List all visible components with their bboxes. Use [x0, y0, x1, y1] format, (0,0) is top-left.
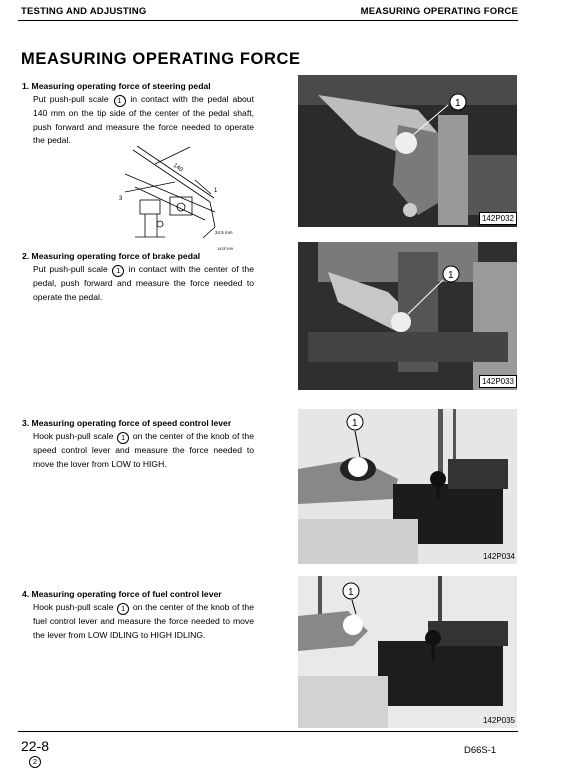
section-heading: 2. Measuring operating force of brake pedal [22, 251, 201, 261]
diagram-dimension-345: 34.5 mm [215, 230, 233, 235]
photo-callout-label: 1 [352, 418, 358, 429]
circled-one-icon: 1 [117, 432, 129, 444]
section-text: Put push-pull scale [33, 94, 109, 105]
header-rule [18, 20, 518, 21]
photo-callout-label: 1 [348, 587, 354, 598]
section-heading: 4. Measuring operating force of fuel control lever [22, 589, 222, 599]
section-speed-control-lever [22, 417, 254, 471]
section-text: Hook push-pull scale [33, 602, 114, 613]
section-body [22, 93, 254, 147]
section-text: Put push-pull scale [33, 264, 108, 275]
circled-one-icon: 1 [114, 95, 126, 107]
photo-code-label: 142P033 [479, 375, 517, 388]
model-code: D66S-1 [464, 745, 497, 756]
photo-code-label: 142P032 [479, 212, 517, 225]
section-fuel-control-lever [22, 588, 254, 642]
section-steering-pedal [22, 80, 254, 147]
photo-speed-control-lever [298, 409, 517, 564]
section-body [22, 430, 254, 471]
footer-rule [18, 731, 518, 732]
photo-code-label: 142P035 [482, 716, 515, 725]
steering-pedal-diagram [115, 142, 255, 252]
circled-one-icon: 1 [112, 265, 124, 277]
section-body [22, 601, 254, 642]
diagram-dimension-140: 140 [171, 162, 184, 174]
circled-one-icon: 1 [117, 603, 129, 615]
page-title: MEASURING OPERATING FORCE [21, 50, 301, 68]
section-text: Hook push-pull scale [33, 431, 114, 442]
section-text: in contact with the pedal about 140 mm on the tip side of the center of the pedal shaft, push forward and measure the force needed to operate the pedal. [33, 94, 254, 145]
circled-revision-icon: 2 [29, 756, 41, 768]
section-text: on the center of the knob of the speed control lever and measure the force needed to move the lover from LOW to HIGH. [33, 431, 254, 469]
section-body [22, 263, 254, 304]
section-heading: 1. Measuring operating force of steering pedal [22, 81, 211, 91]
photo-callout-label: 1 [448, 270, 454, 281]
header-section-title: TESTING AND ADJUSTING [21, 6, 147, 17]
page-number: 22-8 [21, 738, 50, 754]
section-text: on the center of the knob of the fuel control lever and measure the force needed to move the lever from LOW IDLING to HIGH IDLING. [33, 602, 254, 640]
photo-brake-pedal [298, 242, 517, 390]
header-page-topic: MEASURING OPERATING FORCE [360, 6, 518, 17]
section-heading: 3. Measuring operating force of speed control lever [22, 418, 232, 428]
photo-steering-pedal [298, 75, 517, 227]
diagram-code: 142F199 [217, 246, 233, 251]
diagram-label-1: 1 [214, 188, 218, 194]
photo-code-label: 142P034 [482, 552, 515, 561]
photo-fuel-control-lever [298, 576, 517, 728]
revision-mark [28, 755, 42, 768]
diagram-label-3: 3 [119, 196, 123, 202]
photo-callout-label: 1 [455, 98, 461, 109]
section-brake-pedal [22, 250, 254, 304]
section-text: in contact with the center of the pedal, push forward and measure the force needed to operate the pedal. [33, 264, 254, 302]
